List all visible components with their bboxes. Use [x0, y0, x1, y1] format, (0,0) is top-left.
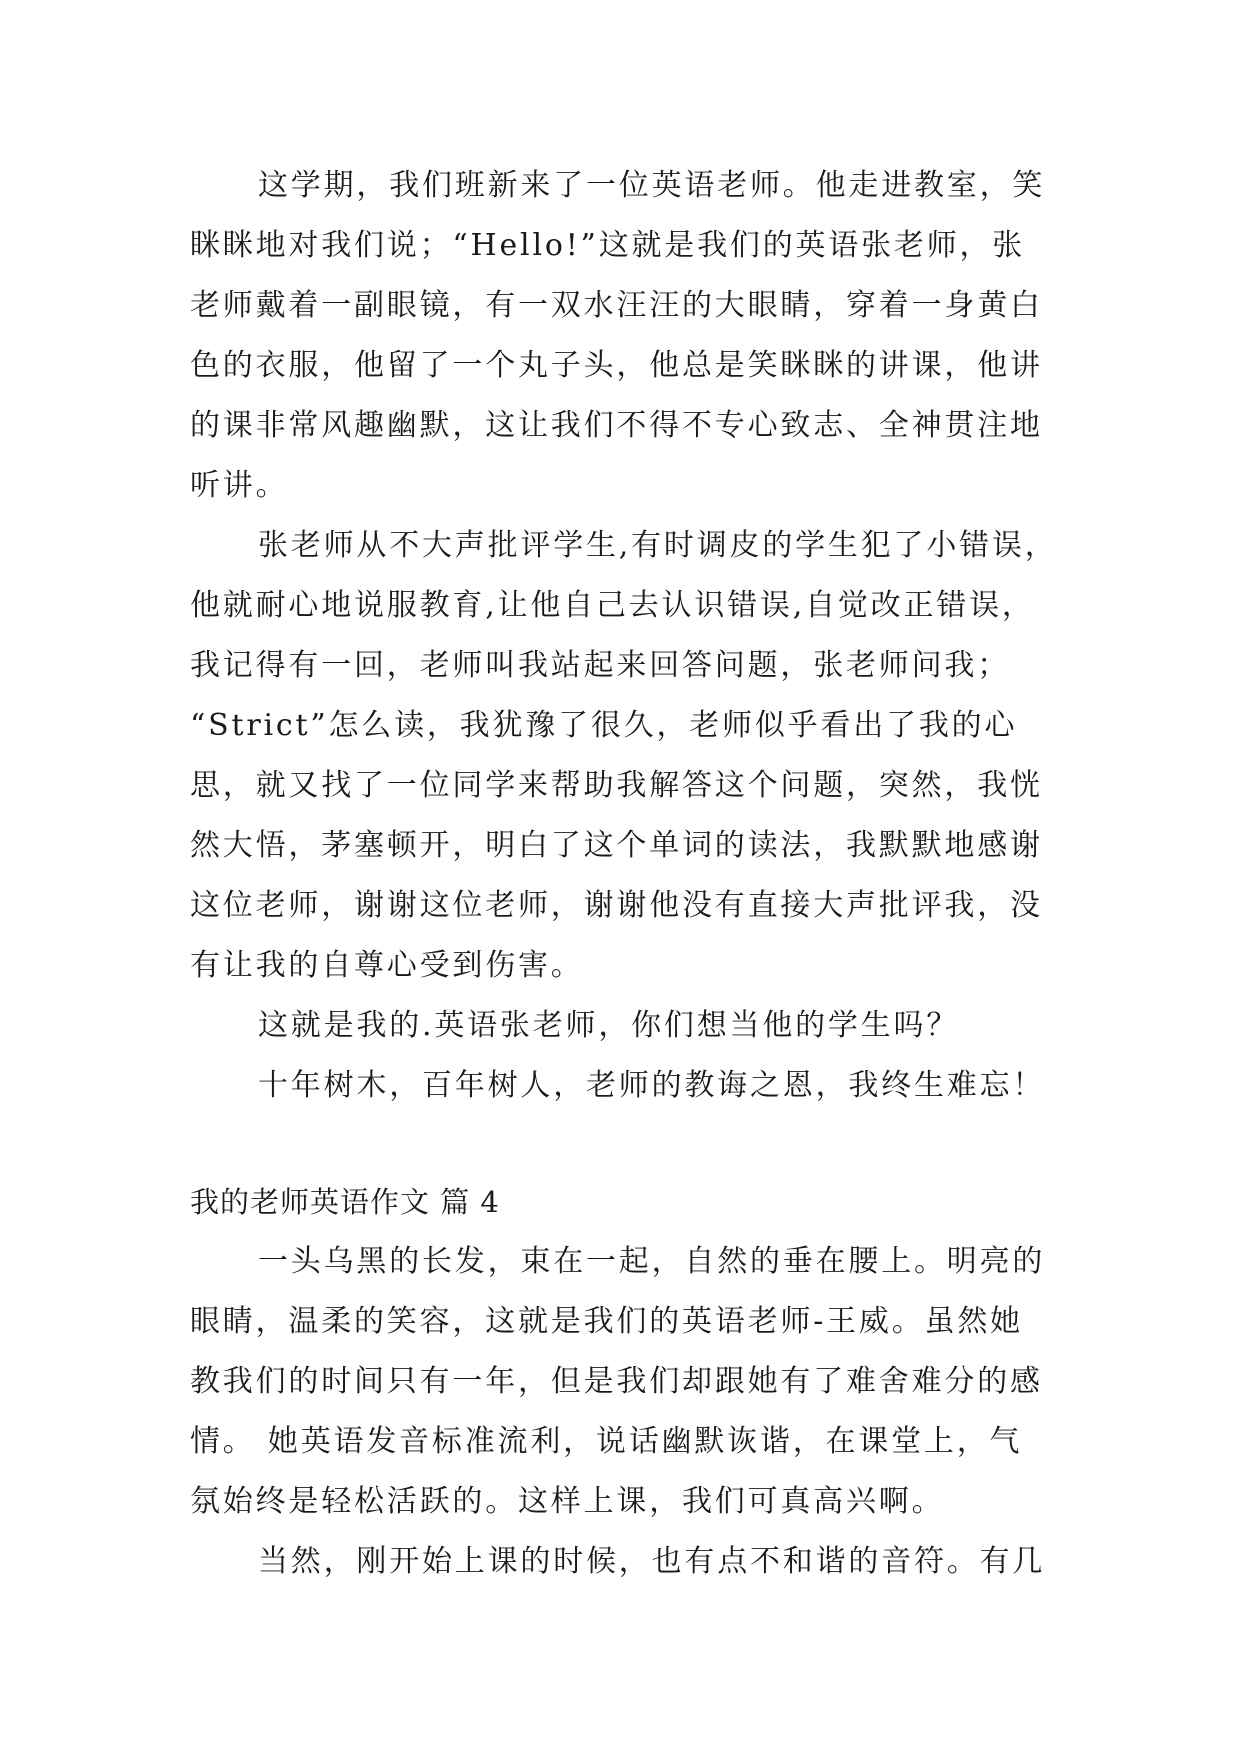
text-line: 一头乌黑的长发，束在一起，自然的垂在腰上。明亮的 — [258, 1244, 1046, 1279]
paragraph-wang-intro — [190, 1232, 1050, 1532]
text-line: 色的衣服，他留了一个丸子头，他总是笑眯眯的讲课，他讲 — [190, 348, 1043, 383]
text-line: 老师戴着一副眼镜，有一双水汪汪的大眼睛，穿着一身黄白 — [190, 288, 1043, 323]
text-line: 然大悟，茅塞顿开，明白了这个单词的读法，我默默地感谢 — [190, 828, 1043, 863]
text-line: 当然，刚开始上课的时候，也有点不和谐的音符。有几 — [258, 1544, 1046, 1579]
paragraph-question — [190, 996, 1050, 1056]
text-line: 的课非常风趣幽默，这让我们不得不专心致志、全神贯注地 — [190, 408, 1043, 443]
text-line: 情。 她英语发音标准流利，说话幽默诙谐，在课堂上，气 — [190, 1424, 1023, 1459]
paragraph-teacher-intro — [190, 156, 1050, 516]
text-line: 这学期，我们班新来了一位英语老师。他走进教室，笑 — [258, 168, 1046, 203]
text-line: “Strict”怎么读，我犹豫了很久，老师似乎看出了我的心 — [190, 708, 1018, 743]
paragraph-first-lessons — [190, 1532, 1050, 1592]
text-line: 眯眯地对我们说；“Hello!”这就是我们的英语张老师，张 — [190, 228, 1026, 263]
text-line: 我记得有一回，老师叫我站起来回答问题，张老师问我； — [190, 648, 1010, 683]
text-line: 教我们的时间只有一年，但是我们却跟她有了难舍难分的感 — [190, 1364, 1043, 1399]
text-line: 听讲。 — [190, 468, 289, 503]
text-line: 这就是我的.英语张老师，你们想当他的学生吗？ — [258, 1008, 960, 1043]
section-heading: 我的老师英语作文 篇 4 — [190, 1185, 500, 1219]
paragraph-teacher-patience — [190, 516, 1058, 996]
text-line: 这位老师，谢谢这位老师，谢谢他没有直接大声批评我，没 — [190, 888, 1043, 923]
text-line: 思，就又找了一位同学来帮助我解答这个问题，突然，我恍 — [190, 768, 1043, 803]
text-line: 眼睛，温柔的笑容，这就是我们的英语老师-王威。虽然她 — [190, 1304, 1023, 1339]
text-line: 他就耐心地说服教育,让他自己去认识错误,自觉改正错误， — [190, 588, 1035, 623]
text-line: 氛始终是轻松活跃的。这样上课，我们可真高兴啊。 — [190, 1484, 945, 1519]
text-line: 张老师从不大声批评学生,有时调皮的学生犯了小错误， — [258, 528, 1058, 563]
text-line: 有让我的自尊心受到伤害。 — [190, 948, 584, 983]
paragraph-closing — [190, 1056, 1050, 1116]
document-page — [190, 156, 1058, 1592]
text-line: 十年树木，百年树人，老师的教诲之恩，我终生难忘！ — [258, 1068, 1046, 1103]
